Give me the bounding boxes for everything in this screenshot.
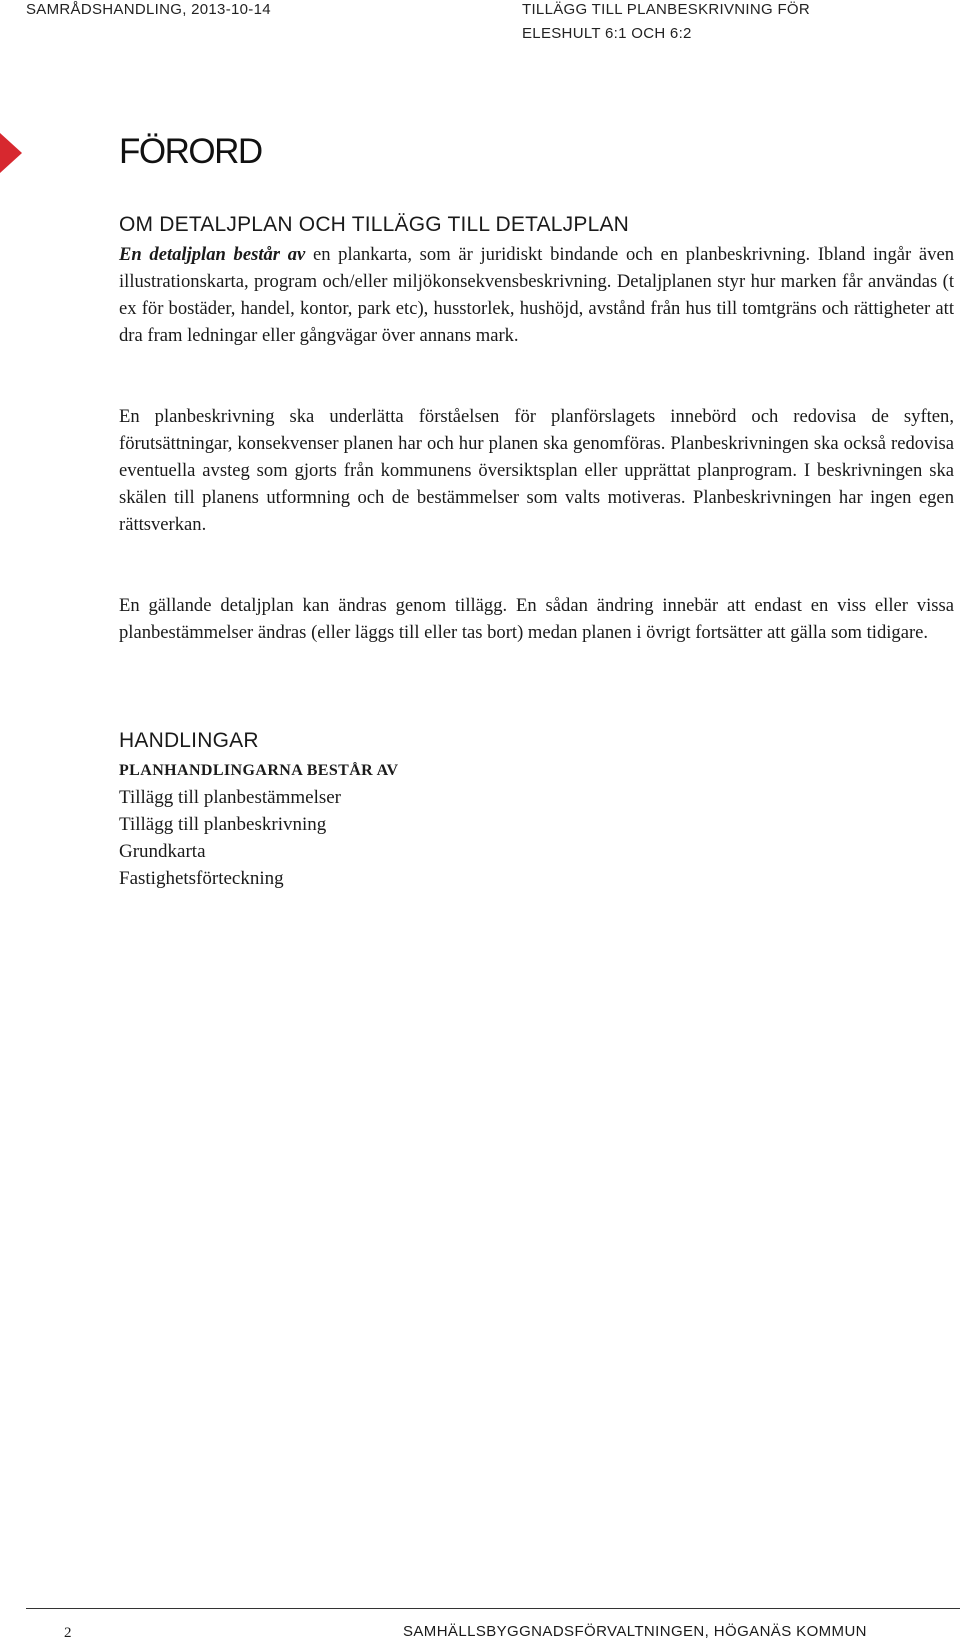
header-right-line1: TILLÄGG TILL PLANBESKRIVNING FÖR — [522, 1, 811, 18]
section-marker-arrow — [0, 133, 22, 173]
list-item: Fastighetsförteckning — [119, 868, 284, 889]
section-heading-handlingar: HANDLINGAR — [119, 729, 259, 752]
header-right — [522, 0, 810, 46]
header-left: SAMRÅDSHANDLING, 2013-10-14 — [26, 1, 271, 18]
footer-organization: SAMHÄLLSBYGGNADSFÖRVALTNINGEN, HÖGANÄS KOMMUN — [403, 1623, 867, 1640]
list-item: Tillägg till planbeskrivning — [119, 814, 327, 835]
subheading-planhandlingar: PLANHANDLINGARNA BESTÅR AV — [119, 762, 399, 779]
list-item: Grundkarta — [119, 841, 206, 862]
section-heading-detaljplan: OM DETALJPLAN OCH TILLÄGG TILL DETALJPLAN — [119, 213, 630, 236]
paragraph-lead: En detaljplan består av — [119, 244, 306, 265]
header-right-line2: ELESHULT 6:1 OCH 6:2 — [522, 25, 692, 42]
paragraph-planbeskrivning: En planbeskrivning ska underlätta förståelsen för planförslagets innebörd och redovisa de syften, förutsättningar, konsekvenser planen har och hur planen ska genomföras. Planbeskrivningen ska också redovisa eventuella avsteg som gjorts från kommunens översiktsplan eller upprättat planprogram. I beskrivningen ska skälen till planens utformning och de bestämmelser som valts motiveras. Planbeskrivningen har ingen egen rättsverkan. — [119, 406, 954, 535]
page-number: 2 — [64, 1625, 72, 1641]
paragraph-detaljplan — [119, 241, 954, 349]
document-list — [119, 784, 341, 892]
page-title: FÖRORD — [119, 132, 262, 171]
paragraph-text: en plankarta, som är juridiskt bindande och en planbeskrivning. Ibland ingår även illustrationskarta, program och/eller miljökonsekvensbeskrivning. Detaljplanen styr hur marken får användas (t ex för bostäder, handel, kontor, park etc), husstorlek, hushöjd, avstånd från hus till tomtgräns och rättigheter att dra fram ledningar eller gångvägar över annans mark. — [119, 244, 955, 346]
paragraph-tillagg: En gällande detaljplan kan ändras genom tillägg. En sådan ändring innebär att endast en viss eller vissa planbestämmelser ändras (eller läggs till eller tas bort) medan planen i övrigt fortsätter att gälla som tidigare. — [119, 595, 954, 643]
list-item: Tillägg till planbestämmelser — [119, 787, 341, 808]
footer-divider — [26, 1608, 960, 1609]
